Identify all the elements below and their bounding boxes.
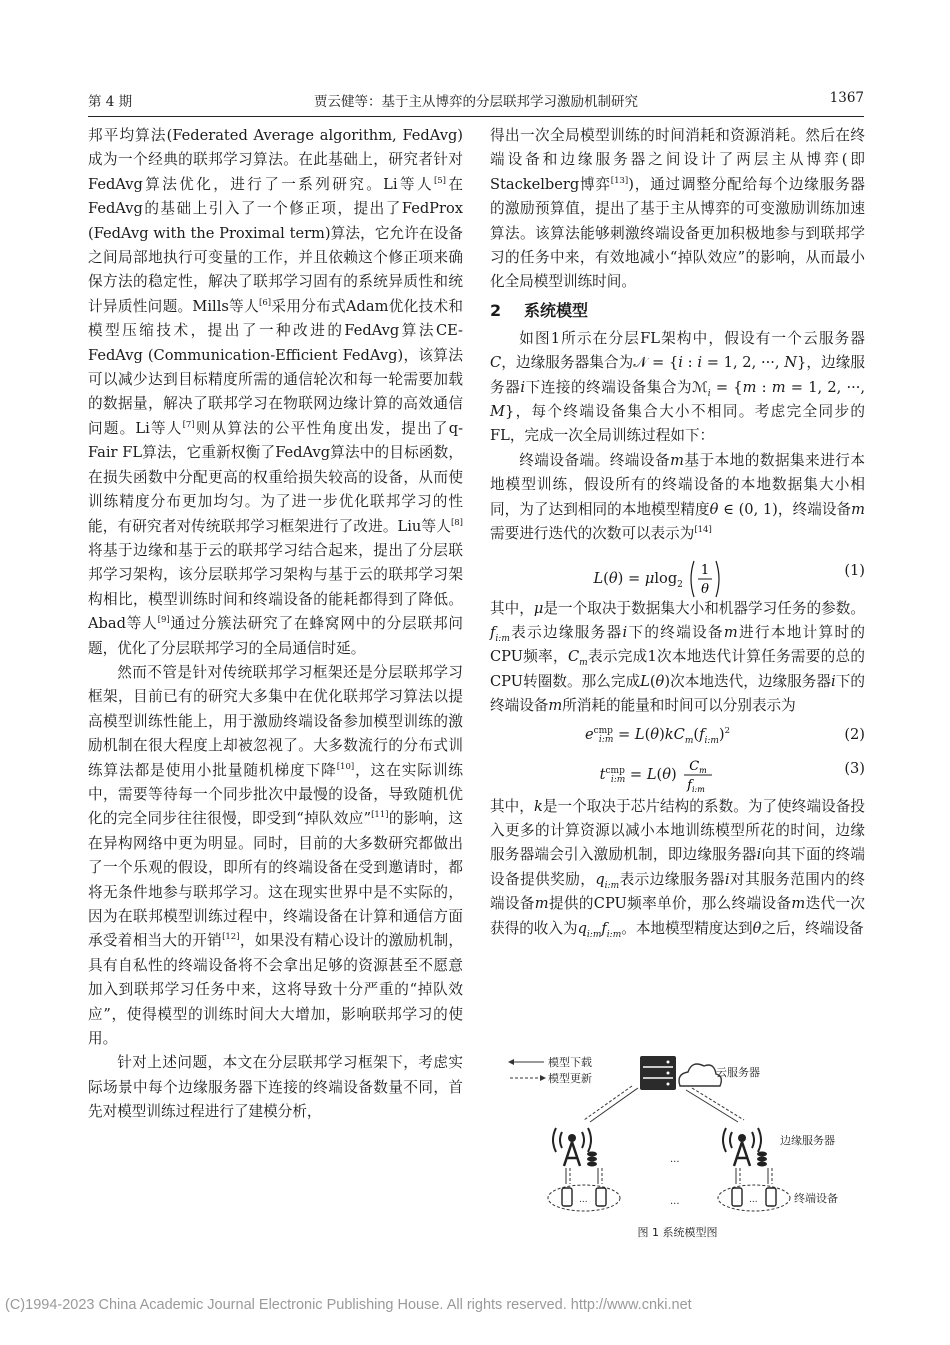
link-cloud-edge-right-update xyxy=(692,1088,744,1120)
svg-text:1: 1 xyxy=(700,562,709,578)
link-cloud-edge-left-update xyxy=(584,1086,632,1120)
running-header xyxy=(88,90,864,112)
copyright-footer: (C)1994-2023 China Academic Journal Electronic Publishing House. All rights reserved. http://www.cnki.net xyxy=(5,1297,692,1313)
edge-server-right-icon xyxy=(723,1128,767,1167)
device-label: 终端设备 xyxy=(794,1192,838,1205)
device-dots: ... xyxy=(670,1196,680,1207)
equation-1 xyxy=(490,547,865,597)
right-column xyxy=(490,124,865,941)
right-paragraph-4: 其中，μ是一个取决于数据集大小和机器学习任务的参数。$f_{i:m}$表示边缘服务器i下的终端设备m进行本地计算时的CPU频率，$C_m$表示完成1次本地迭代计算任务需要的总的CPU转圈数。那么完成L(θ)次本地迭代，边缘服务器i下的终端设备m所消耗的能量和时间可以分别表示为 xyxy=(490,599,865,715)
equation-3 xyxy=(490,753,865,795)
fraction-1-over-theta xyxy=(688,559,722,599)
phone-icon xyxy=(766,1188,776,1206)
arrow-left-icon xyxy=(508,1059,514,1065)
left-paragraph-2: 然而不管是针对传统联邦学习框架还是分层联邦学习框架，目前已有的研究大多集中在优化联邦学习算法以提高模型训练性能上，用于激励终端设备参加模型训练的激励机制在很大程度上却被忽视了。大多数流行的分布式训练算法都是使用小批量随机梯度下降[10]，这在实际训练中，需要等待每一个同步批次中最慢的设备，导致随机优化的完全同步往往很慢，即受到“掉队效应”[11]的影响，这在异构网络中更为明显。同时，目前的大多数研究都做出了一个乐观的假设，即所有的终端设备在受到邀请时，都将无条件地参与联邦学习。这在现实世界中是不实际的，因为在联邦模型训练过程中，终端设备在计算和通信方面承受着相当大的开销[12]，如果没有精心设计的激励机制，具有自私性的终端设备将不会拿出足够的资源甚至不愿意加入到联邦学习任务中来，这将导致十分严重的“掉队效应”，使得模型的训练时间大大增加，影响联邦学习的使用。 xyxy=(88,663,463,1048)
equation-2-body: $e^{cmp}_{i:m} = L(\theta)kC_m(f_{i:m})^2$ xyxy=(584,725,731,746)
section-heading xyxy=(490,295,865,327)
edge-dots: ... xyxy=(670,1154,680,1165)
edge-server-left-icon xyxy=(553,1128,597,1167)
cloud-server-icon xyxy=(640,1056,721,1090)
running-title: 贾云健等：基于主从博弈的分层联邦学习激励机制研究 xyxy=(314,94,638,110)
svg-text:...: ... xyxy=(749,1195,758,1205)
link-cloud-edge-left xyxy=(590,1088,638,1122)
left-column xyxy=(88,124,463,1125)
svg-text:fi:m: $f_{i:m}$ xyxy=(687,777,706,793)
fraction-cm-over-f xyxy=(681,757,715,793)
section-title: 系统模型 xyxy=(524,300,589,320)
link-cloud-edge-right xyxy=(686,1090,738,1122)
cloud-server-label: 云服务器 xyxy=(716,1066,760,1079)
right-paragraph-5: 其中，k是一个取决于芯片结构的系数。为了使终端设备投入更多的计算资源以减小本地训练模型所花的时间，边缘服务器端会引入激励机制，即边缘服务器i向其下面的终端设备提供奖励，$q_{i:m}$表示边缘服务器i对其服务范围内的终端设备m提供的CPU频率单价，那么终端设备m迭代一次获得的收入为$q_{i:m}f_{i:m}$。本地模型精度达到θ之后，终端设备 xyxy=(490,797,865,940)
right-paragraph-2: 如图1所示在分层FL架构中，假设有一个云服务器C，边缘服务器集合为𝒩 = {i : i = 1, 2, ···, N}，边缘服务器i下连接的终端设备集合为ℳ$_i$ = {m : m = 1, 2, ···, M}，每个终端设备集合大小不相同。考虑完全同步的FL，完成一次全局训练过程如下： xyxy=(490,329,866,445)
legend-download-label: 模型下载 xyxy=(548,1056,592,1069)
edge-server-label: 边缘服务器 xyxy=(780,1134,835,1147)
equation-2 xyxy=(490,719,865,753)
equation-2-number: (2) xyxy=(844,725,865,743)
phone-icon xyxy=(562,1188,572,1206)
phone-icon xyxy=(732,1188,742,1206)
svg-text:...: ... xyxy=(579,1195,588,1205)
equation-3-body: $t^{cmp}_{i:m} = L(\theta)$ $C_m$ $f_{i:m}$ xyxy=(490,757,825,793)
svg-text:θ: θ xyxy=(700,581,709,597)
legend xyxy=(508,1055,592,1085)
issue-number: 第 4 期 xyxy=(88,94,133,110)
equation-3-number: (3) xyxy=(844,759,865,777)
system-model-figure xyxy=(500,1050,860,1240)
left-paragraph-1-rendered: 邦平均算法(Federated Average algorithm, FedAvg)成为一个经典的联邦学习算法。在此基础上，研究者针对FedAvg算法优化，进行了一系列研究。Li等人[5]在FedAvg的基础上引入了一个修正项，提出了FedProx (FedAvg with the Proximal term)算法，它允许在设备之间局部地执行可变量的工作，并且依赖这个修正项来确保方法的稳定性，解决了联邦学习固有的系统异质性和统计异质性问题。Mills等人[6]采用分布式Adam优化技术和模型压缩技术，提出了一种改进的FedAvg算法CE-FedAvg (Communication-Efficient FedAvg)，该算法可以减少达到目标精度所需的通信轮次和每一轮需要加载的数据量，解决了联邦学习在物联网边缘计算的高效通信问题。Li等人[7]则从算法的公平性角度出发，提出了q-Fair FL算法，它重新权衡了FedAvg算法中的目标函数，在损失函数中分配更高的权重给损失较高的设备，从而使训练精度分布更加均匀。为了进一步优化联邦学习的性能，有研究者对传统联邦学习框架进行了改进。Liu等人[8]将基于边缘和基于云的联邦学习结合起来，提出了分层联邦学习架构，该分层联邦学习架构与基于云的联邦学习架构相比，模型训练时间和终端设备的能耗都得到了降低。Abad等人[9]通过分簇法研究了在蜂窝网中的分层联邦问题，优化了分层联邦学习的全局通信时延。 xyxy=(88,127,464,657)
right-paragraph-1: 得出一次全局模型训练的时间消耗和资源消耗。然后在终端设备和边缘服务器之间设计了两层主从博弈(即Stackelberg博弈[13])，通过调整分配给每个边缘服务器的激励预算值，提出了基于主从博弈的可变激励训练加速算法。该算法能够刺激终端设备更加积极地参与到联邦学习的任务中来，有效地减小“掉队效应”的影响，从而最小化全局模型训练时间。 xyxy=(490,127,865,291)
legend-update-label: 模型更新 xyxy=(548,1072,592,1085)
section-number: 2 xyxy=(490,300,502,320)
equation-1-body: L(θ) = μlog$_2$ 1 θ xyxy=(490,559,825,599)
left-paragraph-3: 针对上述问题，本文在分层联邦学习框架下，考虑实际场景中每个边缘服务器下连接的终端设备数量不同，首先对模型训练过程进行了建模分析， xyxy=(88,1054,463,1121)
phone-icon xyxy=(596,1188,606,1206)
right-paragraph-3: 终端设备端。终端设备m基于本地的数据集来进行本地模型训练，假设所有的终端设备的本地数据集大小相同，为了达到相同的本地模型精度θ ∈ (0, 1)，终端设备m需要进行迭代的次数可以表示为[14] xyxy=(490,451,865,543)
device-group-left xyxy=(548,1185,620,1211)
device-group-right xyxy=(718,1185,790,1211)
header-rule xyxy=(88,116,864,117)
page-number: 1367 xyxy=(829,90,864,106)
figure-caption: 图 1 系统模型图 xyxy=(637,1226,718,1239)
equation-1-number: (1) xyxy=(844,561,865,579)
arrow-right-icon xyxy=(540,1075,546,1081)
svg-text:Cm: $C_m$ xyxy=(689,758,708,775)
